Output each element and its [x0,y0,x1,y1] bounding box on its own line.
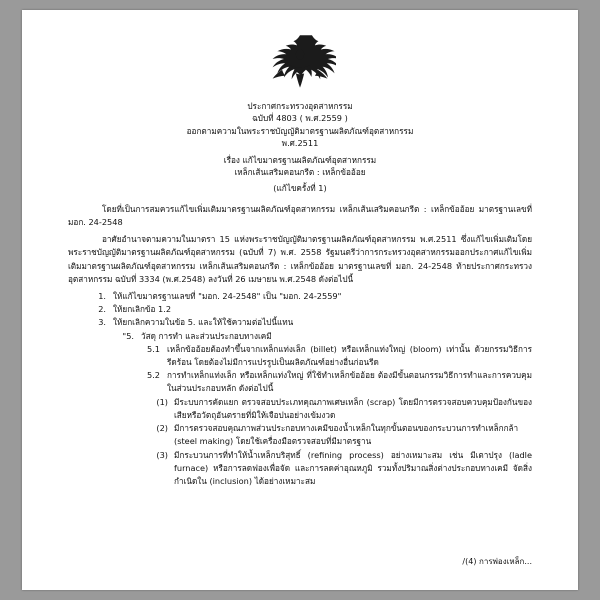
list-item [68,343,532,369]
clause-text: มีกระบวนการที่ทำให้น้ำเหล็กบริสุทธิ์ (refining process) อย่างเหมาะสม เช่น มีเตาปรุง (ladle furnace) หรือการลดฟองเพื่อจัด และการลดค่าอุณหภูมิ รวมทั้งปริมาณสิ่งต่างประกอบทางเคมี จัดสิ่งกำเนิดใน (inclusion) ได้อย่างเหมาะสม [174,449,532,486]
clause-text: มีการตรวจสอบคุณภาพส่วนประกอบทางเคมีของน้ำเหล็กในทุกขั้นตอนของกระบวนการทำเหล็กกล้า (steel making) โดยใช้เครื่องมือตรวจสอบที่มีมาตรฐาน [174,423,519,447]
header-line-5: เรื่อง แก้ไขมาตรฐานผลิตภัณฑ์อุตสาหกรรม [223,154,377,165]
page-footer-note: /(4) การพ่องเหล็ก... [462,557,532,566]
garuda-emblem-icon [264,34,336,94]
document-body [22,10,578,590]
clause-text: เหล็กข้ออ้อยต้องทำขึ้นจากเหล็กแท่งเล็ก (billet) หรือเหล็กแท่งใหญ่ (bloom) เท่านั้น ด้วยกรรมวิธีการรีดร้อน โดยต้องไม่มีการแปรรูปเป็นผลิตภัณฑ์อย่างอื่นก่อนรีด [167,343,532,368]
paragraph-2: อาศัยอำนาจตามความในมาตรา 15 แห่งพระราชบัญญัติมาตรฐานผลิตภัณฑ์อุตสาหกรรม พ.ศ.2511 ซึ่งแก้ไขเพิ่มเติมโดยพระราชบัญญัติมาตรฐานผลิตภัณฑ์อุตสาหกรรม (ฉบับที่ 7) พ.ศ. 2558 รัฐมนตรีว่าการกระทรวงอุตสาหกรรมออกประกาศแก้ไขเพิ่มเติมมาตรฐานผลิตภัณฑ์อุตสาหกรรม เหล็กเส้นเสริมคอนกรีต : เหล็กข้ออ้อย มาตรฐานเลขที่ มอก. 24-2548 ท้ายประกาศกระทรวงอุตสาหกรรม ฉบับที่ 3334 (พ.ศ.2548) ลงวันที่ 26 เมษายน พ.ศ.2548 ดังต่อไปนี้ [68,234,532,284]
section-spacer-1 [68,195,532,203]
clause-number: 5.2 [146,370,160,381]
header-line-2: ฉบับที่ 4803 ( พ.ศ.2559 ) [252,113,348,124]
clause-number: "5. [122,330,134,341]
header-line-7: (แก้ไขครั้งที่ 1) [273,183,327,194]
clause-text: ให้ยกเลิกข้อ 1.2 [113,304,172,315]
clause-text: มีระบบการคัดแยก ตรวจสอบประเภทคุณภาพเศษเหล็ก (scrap) โดยมีการตรวจสอบควบคุมป้องกันของเสียหรือวัตถุอันตรายที่มิให้เจือปนอย่างเข้มงวด [174,396,532,420]
list-item [68,369,532,395]
header-line-3: ออกตามความในพระราชบัญญัติมาตรฐานผลิตภัณฑ์อุตสาหกรรม [186,125,414,136]
clause-number: 3. [98,317,106,328]
clause-number: (1) [156,396,168,407]
clause-number: 5.1 [146,343,160,354]
clause-text: ให้ยกเลิกความในข้อ 5. และให้ใช้ความต่อไปนี้แทน [113,317,294,328]
header-line-6: เหล็กเส้นเสริมคอนกรีต : เหล็กข้ออ้อย [234,167,366,178]
list-item [68,422,532,448]
clause-number: 2. [98,304,106,315]
list-item [68,316,532,329]
clause-list [68,290,532,488]
list-item [68,330,532,343]
document-header [68,100,532,195]
header-line-1: ประกาศกระทรวงอุตสาหกรรม [247,101,353,111]
list-item [68,449,532,489]
clause-number: (2) [156,423,168,434]
clause-text: การทำเหล็กแท่งเล็ก หรือเหล็กแท่งใหญ่ ที่ใช้ทำเหล็กข้ออ้อย ต้องมีขั้นตอนกรรมวิธีการทำและการควบคุมในส่วนประกอบหลัก ดังต่อไปนี้ [167,370,532,394]
list-item [68,290,532,303]
list-item [68,396,532,422]
emblem-container [68,34,532,94]
document-page [22,10,578,590]
clause-text: ให้แก้ไขมาตรฐานเลขที่ "มอก. 24-2548" เป็น "มอก. 24-2559" [113,291,342,302]
clause-text: วัสดุ การทำ และส่วนประกอบทางเคมี [141,330,272,341]
paragraph-1: โดยที่เป็นการสมควรแก้ไขเพิ่มเติมมาตรฐานผลิตภัณฑ์อุตสาหกรรม เหล็กเส้นเสริมคอนกรีต : เหล็กข้ออ้อย มาตรฐานเลขที่ มอก. 24-2548 [68,203,532,228]
clause-number: (3) [156,449,168,460]
clause-number: 1. [98,291,106,302]
header-line-4: พ.ศ.2511 [281,138,319,149]
list-item [68,303,532,316]
